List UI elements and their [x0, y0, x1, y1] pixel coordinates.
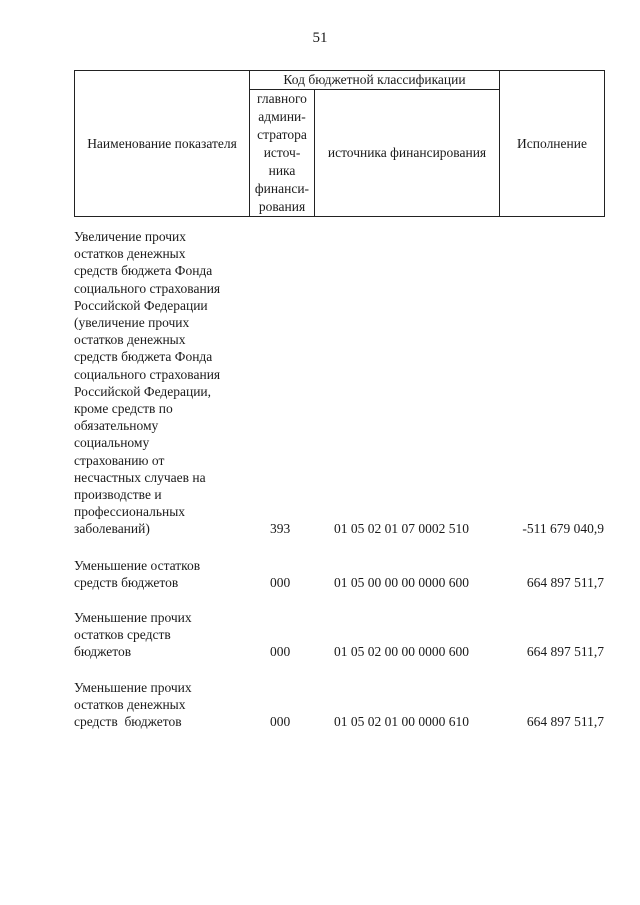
- name-line: Уменьшение остатков: [74, 557, 201, 573]
- row-source-code: 01 05 02 00 00 0000 600: [334, 644, 469, 660]
- name-line: Увеличение прочих: [74, 229, 187, 244]
- name-line: остатков денежных: [74, 332, 186, 348]
- admin-header-line: админи-: [258, 109, 306, 124]
- name-line: средств бюджета Фонда: [74, 349, 213, 365]
- row-indicator-name: [74, 557, 252, 591]
- name-line: заболеваний): [74, 521, 150, 537]
- admin-header-line: главного: [257, 91, 307, 106]
- admin-header-line: рования: [258, 199, 306, 214]
- table-row: [74, 679, 604, 731]
- name-line: обязательному: [74, 418, 159, 434]
- name-line: остатков средств: [74, 627, 171, 643]
- row-indicator-name: [74, 679, 252, 731]
- source-header: источника финансирования: [315, 90, 500, 217]
- name-line: Уменьшение прочих: [74, 679, 192, 695]
- row-execution-value: -511 679 040,9: [522, 521, 604, 537]
- row-source-code: 01 05 02 01 00 0000 610: [334, 714, 469, 730]
- row-source-code: 01 05 00 00 00 0000 600: [334, 574, 469, 590]
- admin-header-line: ника: [268, 163, 296, 178]
- budget-code-header: Код бюджетной классификации: [250, 71, 500, 90]
- name-line: несчастных случаев на: [74, 469, 206, 485]
- admin-header-line: финанси-: [254, 181, 310, 196]
- name-line: остатков денежных: [74, 246, 186, 262]
- name-line: Российской Федерации: [74, 297, 208, 313]
- row-admin-code: 000: [270, 644, 291, 660]
- table-row: [74, 228, 604, 538]
- admin-header-line: источ-: [263, 145, 301, 160]
- name-line: остатков денежных: [74, 696, 186, 712]
- row-admin-code: 393: [270, 521, 291, 537]
- name-line: Уменьшение прочих: [74, 610, 192, 626]
- row-execution-value: 664 897 511,7: [526, 644, 604, 660]
- admin-header-line: стратора: [257, 127, 307, 142]
- name-line: производстве и: [74, 487, 162, 503]
- row-source-code: 01 05 02 01 07 0002 510: [334, 521, 469, 537]
- name-line: страхованию от: [74, 452, 165, 468]
- page-number: 51: [312, 30, 328, 46]
- execution-header: Исполнение: [500, 71, 605, 217]
- row-execution-value: 664 897 511,7: [526, 714, 604, 730]
- name-line: социального страхования: [74, 366, 221, 382]
- row-execution-value: 664 897 511,7: [526, 574, 604, 590]
- name-line: средств бюджетов: [74, 574, 179, 590]
- row-indicator-name: [74, 228, 252, 538]
- table-row: [74, 557, 604, 591]
- indicator-name-header: Наименование показателя: [75, 71, 250, 217]
- name-line: кроме средств по: [74, 401, 173, 417]
- table-header: [74, 70, 605, 217]
- row-admin-code: 000: [270, 574, 291, 590]
- name-line: (увеличение прочих: [74, 315, 190, 331]
- admin-header: [250, 90, 315, 217]
- name-line: социального страхования: [74, 280, 221, 296]
- name-line: социальному: [74, 435, 150, 451]
- name-line: средств бюджетов: [74, 714, 182, 730]
- name-line: профессиональных: [74, 504, 186, 520]
- row-admin-code: 000: [270, 714, 291, 730]
- table-row: [74, 609, 604, 661]
- name-line: бюджетов: [74, 644, 132, 660]
- row-indicator-name: [74, 609, 252, 661]
- table-body: [74, 228, 604, 730]
- name-line: Российской Федерации,: [74, 383, 212, 399]
- name-line: средств бюджета Фонда: [74, 263, 213, 279]
